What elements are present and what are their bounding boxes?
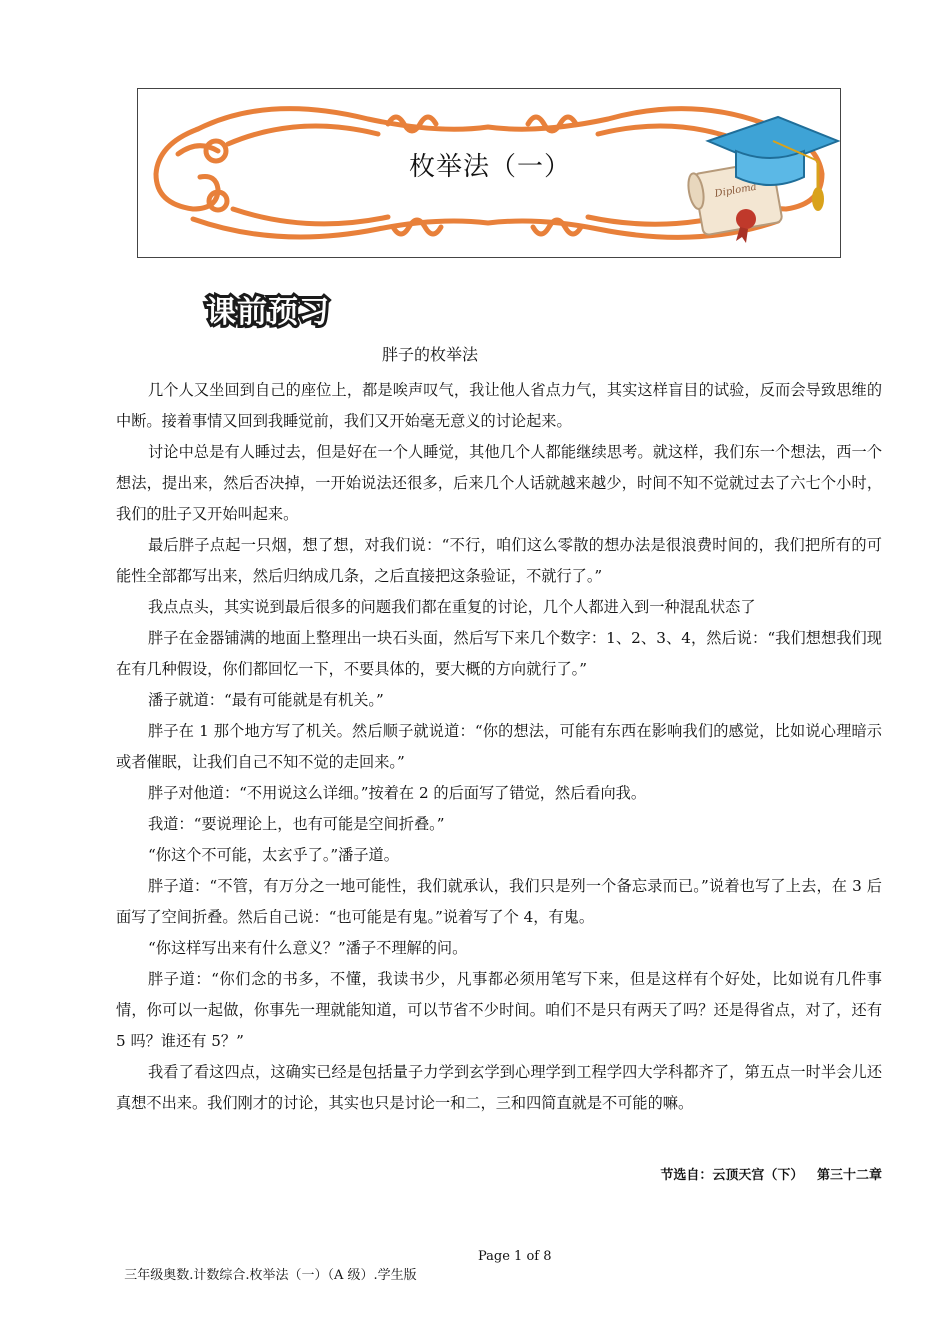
paragraph: 我道：“要说理论上，也有可能是空间折叠。” <box>148 815 445 833</box>
paragraph: 胖子在 1 那个地方写了机关。然后顺子就说道：“你的想法，可能有东西在影响我们的感觉，比如说心理暗示或者催眠，让我们自己不知不觉的走回来。” <box>116 722 882 771</box>
paragraph: 几个人又坐回到自己的座位上，都是唉声叹气，我让他人省点力气，其实这样盲目的试验，反而会导致思维的中断。接着事情又回到我睡觉前，我们又开始毫无意义的讨论起来。 <box>116 381 882 430</box>
story-title: 胖子的枚举法 <box>381 345 478 364</box>
paragraph: “你这个不可能，太玄乎了。”潘子道。 <box>148 846 399 864</box>
paragraph: 胖子对他道：“不用说这么详细。”按着在 2 的后面写了错觉，然后看向我。 <box>148 784 647 802</box>
footer-page-number: Page 1 of 8 <box>478 1249 552 1264</box>
title-banner <box>137 88 841 258</box>
paragraph: 胖子道：“不管，有万分之一地可能性，我们就承认，我们只是列一个备忘录而已。”说着也写了上去，在 3 后面写了空间折叠。然后自己说：“也可能是有鬼。”说着写了个 4，有鬼。 <box>116 877 882 926</box>
paragraph: 胖子在金器铺满的地面上整理出一块石头面，然后写下来几个数字：1、2、3、4，然后说：“我们想想我们现在有几种假设，你们都回忆一下，不要具体的，要大概的方向就行了。” <box>116 629 882 678</box>
footer-doc-name: 三年级奥数.计数综合.枚举法（一）（A 级）.学生版 <box>124 1268 417 1283</box>
paragraph: “你这样写出来有什么意义？”潘子不理解的问。 <box>148 939 468 957</box>
page-footer <box>116 1249 552 1298</box>
paragraph: 最后胖子点起一只烟，想了想，对我们说：“不行，咱们这么零散的想办法是很浪费时间的，我们把所有的可能性全部都写出来，然后归纳成几条，之后直接把这条验证，不就行了。” <box>116 536 882 585</box>
source-citation: 节选自：云顶天宫（下） 第三十二章 <box>660 1168 882 1183</box>
paragraph: 潘子就道：“最有可能就是有机关。” <box>148 691 384 709</box>
paragraph: 胖子道：“你们念的书多，不懂，我读书少，凡事都必须用笔写下来，但是这样有个好处，比如说有几件事情，你可以一起做，你事先一理就能知道，可以节省不少时间。咱们不是只有两天了吗？还是得省点，对了，还有 5 吗？谁还有 5？” <box>116 970 882 1050</box>
section-heading <box>206 287 330 330</box>
paragraph: 我点点头，其实说到最后很多的问题我们都在重复的讨论，几个人都进入到一种混乱状态了 <box>148 598 756 616</box>
page-title: 枚举法（一） <box>408 152 571 182</box>
svg-text:Diploma: Diploma <box>713 181 758 200</box>
paragraph: 我看了看这四点，这确实已经是包括量子力学到玄学到心理学到工程学四大学科都齐了，第五点一时半会儿还真想不出来。我们刚才的讨论，其实也只是讨论一和二，三和四简直就是不可能的嘛。 <box>116 1063 882 1112</box>
paragraph: 讨论中总是有人睡过去，但是好在一个人睡觉，其他几个人都能继续思考。就这样，我们东一个想法，西一个想法，提出来，然后否决掉，一开始说法还很多，后来几个人话就越来越少，时间不知不觉就过去了六七个小时，我们的肚子又开始叫起来。 <box>116 443 882 523</box>
story-body <box>116 375 882 1119</box>
section-heading-outline: 课前预习 <box>206 295 330 330</box>
